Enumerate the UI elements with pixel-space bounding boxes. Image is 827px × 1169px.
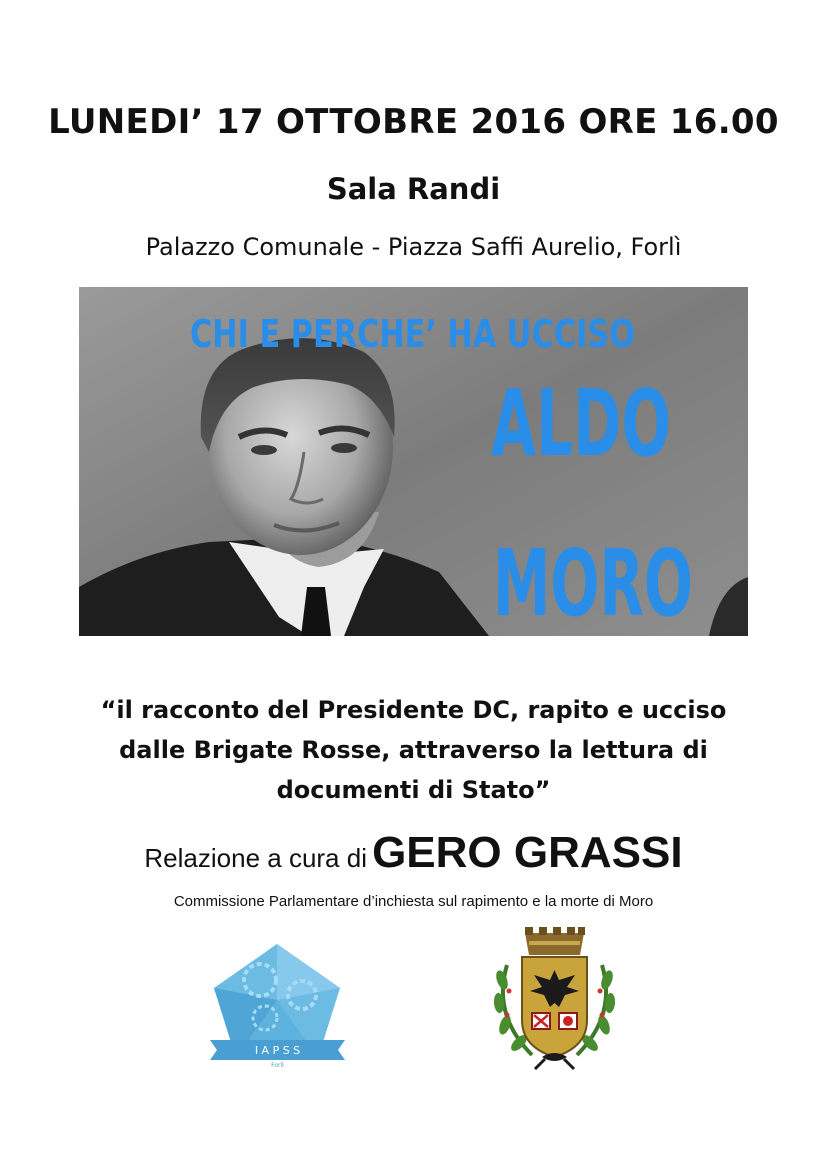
quote-line-3: documenti di Stato” xyxy=(276,776,551,804)
event-address: Palazzo Comunale - Piazza Saffi Aurelio, Forlì xyxy=(145,233,682,261)
banner-name-last: MORO xyxy=(493,530,693,637)
quote-line-1: “il racconto del Presidente DC, rapito e ucciso xyxy=(100,696,727,724)
aldo-moro-banner xyxy=(79,287,748,636)
crest-right-ball-icon xyxy=(563,1016,573,1026)
portrait-right-eye xyxy=(331,443,357,453)
banner-name-first: ALDO xyxy=(491,370,671,477)
comune-di-forli-crest xyxy=(487,925,622,1070)
iapss-subtext: Forlì xyxy=(271,1062,284,1069)
speaker-name: GERO GRASSI xyxy=(372,828,683,877)
portrait-left-eye xyxy=(251,445,277,455)
event-venue: Sala Randi xyxy=(326,172,501,206)
banner-graphic xyxy=(79,287,748,636)
crest-crown-band xyxy=(529,941,580,945)
banner-headline: CHI E PERCHE’ HA UCCISO xyxy=(190,312,635,356)
speaker-label: Relazione a cura di xyxy=(144,843,367,873)
speaker-role: Commissione Parlamentare d’inchiesta sul rapimento e la morte di Moro xyxy=(173,893,654,910)
iapss-logo xyxy=(210,940,345,1068)
event-date-time: LUNEDI’ 17 OTTOBRE 2016 ORE 16.00 xyxy=(48,102,779,142)
event-quote xyxy=(0,690,827,810)
iapss-ribbon-text: I A P S S xyxy=(254,1044,301,1057)
speaker-line xyxy=(0,828,827,878)
quote-line-2: dalle Brigate Rosse, attraverso la lettura di xyxy=(119,736,708,764)
